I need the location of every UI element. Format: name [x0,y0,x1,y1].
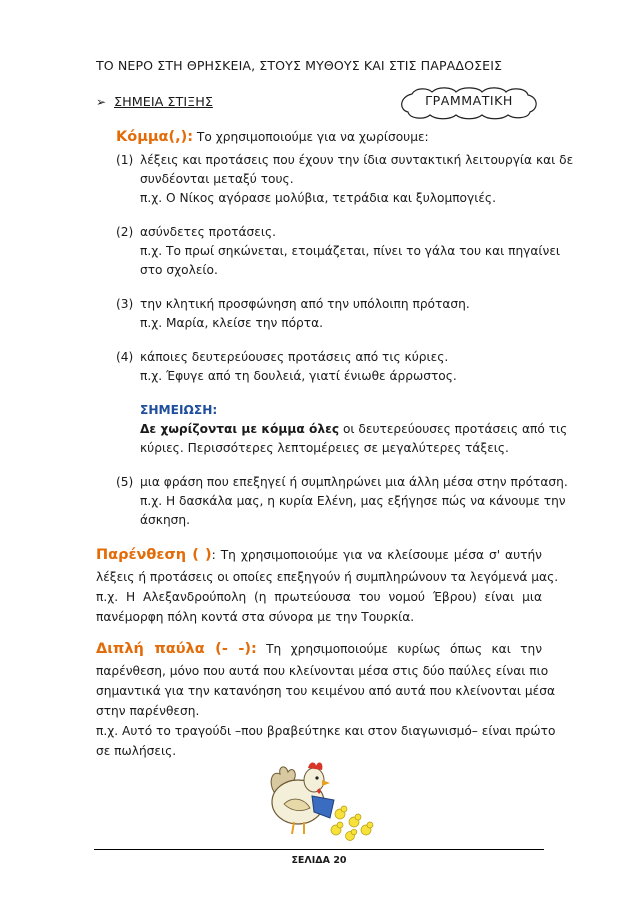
item-line: συνδέονται μεταξύ τους. [140,172,294,186]
parenthesis-line: πανέμορφη πόλη κοντά στα σύνορα με την Τουρκία. [96,610,415,624]
note-rest: οι δευτερεύουσες προτάσεις από τις [339,422,568,436]
note-title: ΣΗΜΕΙΩΣΗ: [140,403,218,417]
dash-line: παρένθεση, μόνο που αυτά που κλείνονται μέσα στις δύο παύλες είναι πιο [96,664,549,678]
note-line: κύριες. Περισσότερες λεπτομέρειες σε μεγαλύτερες τάξεις. [140,441,509,455]
item-number: (2) [116,225,134,239]
dash-line [96,639,542,659]
item-line: ασύνδετες προτάσεις. [140,225,276,239]
item-line: στο σχολείο. [140,263,218,277]
note-bold: Δε χωρίζονται με κόμμα όλες [140,422,340,436]
arrow-bullet-icon: ➢ [96,95,107,109]
comma-title: Κόμμα(,): [116,129,194,145]
note-line [140,419,567,439]
section-heading [96,95,213,110]
dash-line: σε πωλήσεις. [96,744,177,758]
item-number: (1) [116,153,134,167]
item-number: (5) [116,475,134,489]
item-line: την κλητική προσφώνηση από την υπόλοιπη πρόταση. [140,297,470,311]
item-number: (4) [116,350,134,364]
item-line: κάποιες δευτερεύουσες προτάσεις από τις κύριες. [140,350,449,364]
item-example: π.χ. Η δασκάλα μας, η κυρία Ελένη, μας εξήγησε πώς να κάνουμε την [140,494,566,508]
dash-intro: Τη χρησιμοποιούμε κυρίως όπως και την [256,642,543,656]
item-example: π.χ. Έφυγε από τη δουλειά, γιατί ένιωθε άρρωστος. [140,369,457,383]
item-number: (3) [116,297,134,311]
item-line: λέξεις και προτάσεις που έχουν την ίδια συντακτική λειτουργία και δε [140,153,574,167]
footer-divider [94,849,544,850]
dash-title: Διπλή παύλα (- -): [96,641,257,657]
item-line: άσκηση. [140,513,190,527]
section-title: ΣΗΜΕΙΑ ΣΤΙΞΗΣ [114,95,213,110]
dash-line: σημαντικά για την κατανόηση του κειμένου από αυτά που κλείνονται μέσα [96,684,556,698]
parenthesis-line [96,545,542,565]
grammar-badge: ΓΡΑΜΜΑΤΙΚΗ [425,93,513,108]
parenthesis-example: π.χ. Η Αλεξανδρούπολη (η πρωτεύουσα του νομού Έβρου) είναι μια [96,590,542,604]
hen-with-chicks-icon [264,752,376,842]
parenthesis-title: Παρένθεση ( ) [96,547,212,563]
dash-example: π.χ. Αυτό το τραγούδι –που βραβεύτηκε και στον διαγωνισμό– είναι πρώτο [96,724,556,738]
comma-intro: Το χρησιμοποιούμε για να χωρίσουμε: [193,130,429,144]
item-example: π.χ. Ο Νίκος αγόρασε μολύβια, τετράδια και ξυλομπογιές. [140,191,496,205]
comma-heading [116,127,429,147]
dash-line: στην παρένθεση. [96,704,200,718]
parenthesis-intro: : Τη χρησιμοποιούμε για να κλείσουμε μέσα σ' αυτήν [211,548,542,562]
item-example: π.χ. Το πρωί σηκώνεται, ετοιμάζεται, πίνει το γάλα του και πηγαίνει [140,244,561,258]
item-line: μια φράση που επεξηγεί ή συμπληρώνει μια άλλη μέσα στην πρόταση. [140,475,568,489]
item-example: π.χ. Μαρία, κλείσε την πόρτα. [140,316,324,330]
page-number: ΣΕΛΙΔΑ 20 [291,855,347,866]
parenthesis-line: λέξεις ή προτάσεις οι οποίες επεξηγούν ή συμπληρώνουν τα λεγόμενά μας. [96,570,559,584]
page-header: ΤΟ ΝΕΡΟ ΣΤΗ ΘΡΗΣΚΕΙΑ, ΣΤΟΥΣ ΜΥΘΟΥΣ ΚΑΙ ΣΤΙΣ ΠΑΡΑΔΟΣΕΙΣ [96,58,503,73]
